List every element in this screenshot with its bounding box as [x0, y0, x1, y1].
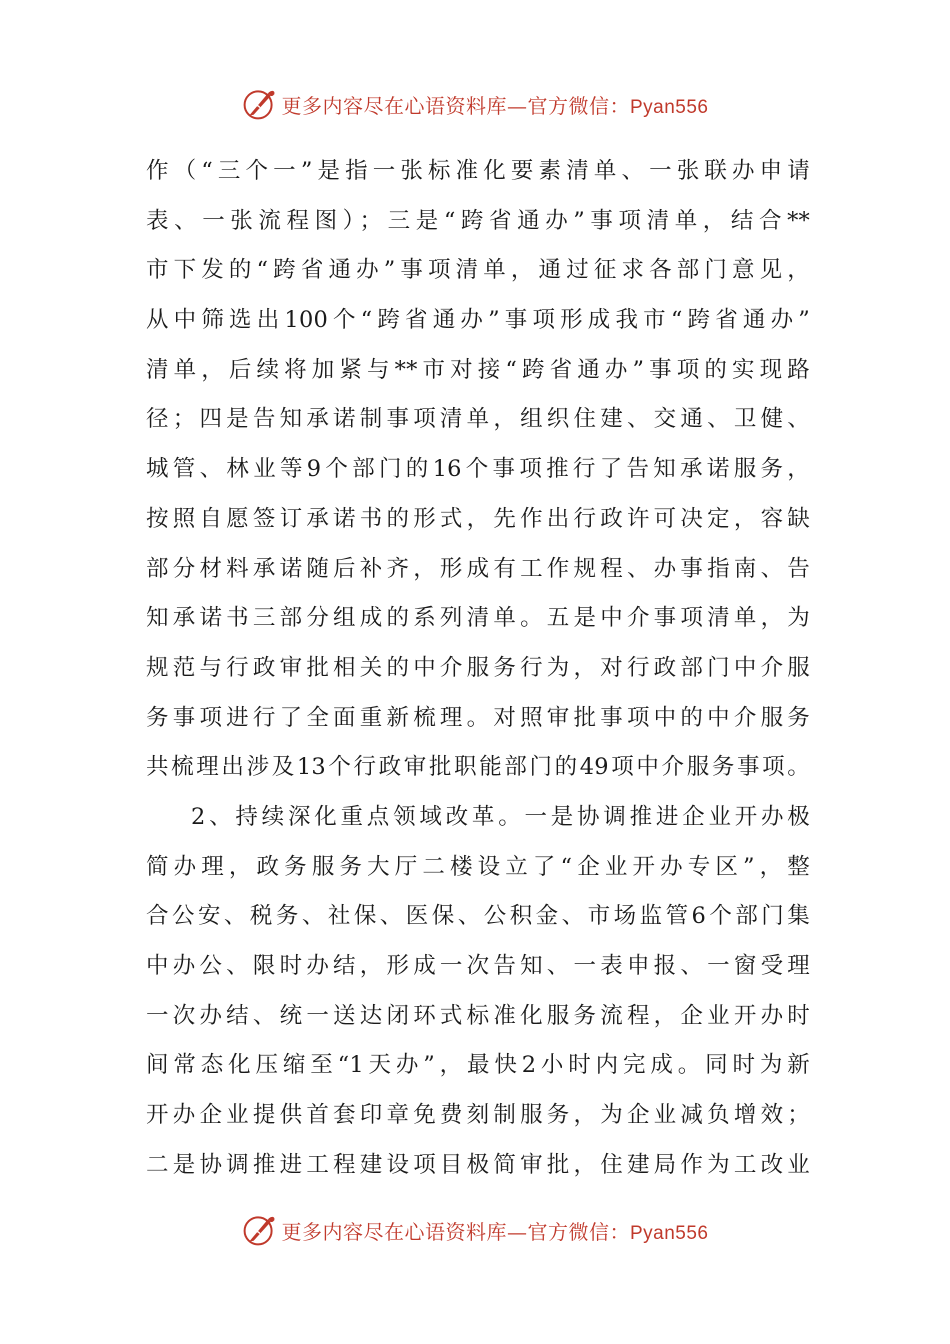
- body-line: 二是协调推进工程建设项目极简审批，住建局作为工改业: [146, 1151, 810, 1178]
- body-line: 清单，后续将加紧与**市对接“跨省通办”事项的实现路: [146, 356, 810, 383]
- body-line: 市下发的“跨省通办”事项清单，通过征求各部门意见，: [146, 257, 810, 284]
- footer-banner-label: 更多内容尽在心语资料库—官方微信：: [281, 1219, 630, 1244]
- body-line: 部分材料承诺随后补齐，形成有工作规程、办事指南、告: [146, 555, 810, 582]
- paragraph-heading-line: 2、持续深化重点领域改革。一是协调推进企业开办极: [191, 803, 810, 830]
- footer-banner-text: [281, 1216, 708, 1245]
- footer-banner: [0, 1208, 950, 1252]
- body-line: 共梳理出涉及13个行政审批职能部门的49项中介服务事项。: [146, 754, 810, 781]
- body-line: 合公安、税务、社保、医保、公积金、市场监管6个部门集: [146, 903, 810, 930]
- body-line: 简办理，政务服务大厅二楼设立了“企业开办专区”，整: [146, 853, 810, 880]
- body-line: 规范与行政审批相关的中介服务行为，对行政部门中介服: [146, 654, 810, 681]
- body-line: 间常态化压缩至“1天办”，最快2小时内完成。同时为新: [146, 1052, 810, 1079]
- body-line: 作（“三个一”是指一张标准化要素清单、一张联办申请: [146, 158, 810, 184]
- body-line: 径；四是告知承诺制事项清单，组织住建、交通、卫健、: [146, 406, 810, 433]
- header-banner-text: [281, 90, 708, 119]
- body-line: 务事项进行了全面重新梳理。对照审批事项中的中介服务: [146, 704, 810, 731]
- footer-banner-wechat: Pyan556: [629, 1222, 709, 1244]
- header-banner-wechat: Pyan556: [629, 96, 709, 118]
- body-line: 从中筛选出100个“跨省通办”事项形成我市“跨省通办”: [146, 307, 810, 334]
- quill-logo-icon: [241, 86, 277, 122]
- body-line: 中办公、限时办结，形成一次告知、一表申报、一窗受理: [146, 953, 810, 979]
- body-line: 表、一张流程图）；三是“跨省通办”事项清单，结合**: [146, 207, 810, 234]
- header-banner: [0, 82, 950, 126]
- header-banner-label: 更多内容尽在心语资料库—官方微信：: [281, 93, 630, 118]
- body-line: 一次办结、统一送达闭环式标准化服务流程，企业开办时: [146, 1002, 810, 1029]
- document-body: [146, 147, 810, 1190]
- body-line: 知承诺书三部分组成的系列清单。五是中介事项清单，为: [146, 605, 810, 632]
- quill-logo-icon: [241, 1212, 277, 1248]
- body-line: 城管、林业等9个部门的16个事项推行了告知承诺服务，: [146, 456, 810, 483]
- body-line: 按照自愿签订承诺书的形式，先作出行政许可决定，容缺: [146, 505, 810, 532]
- body-line: 开办企业提供首套印章免费刻制服务，为企业减负增效；: [146, 1102, 810, 1129]
